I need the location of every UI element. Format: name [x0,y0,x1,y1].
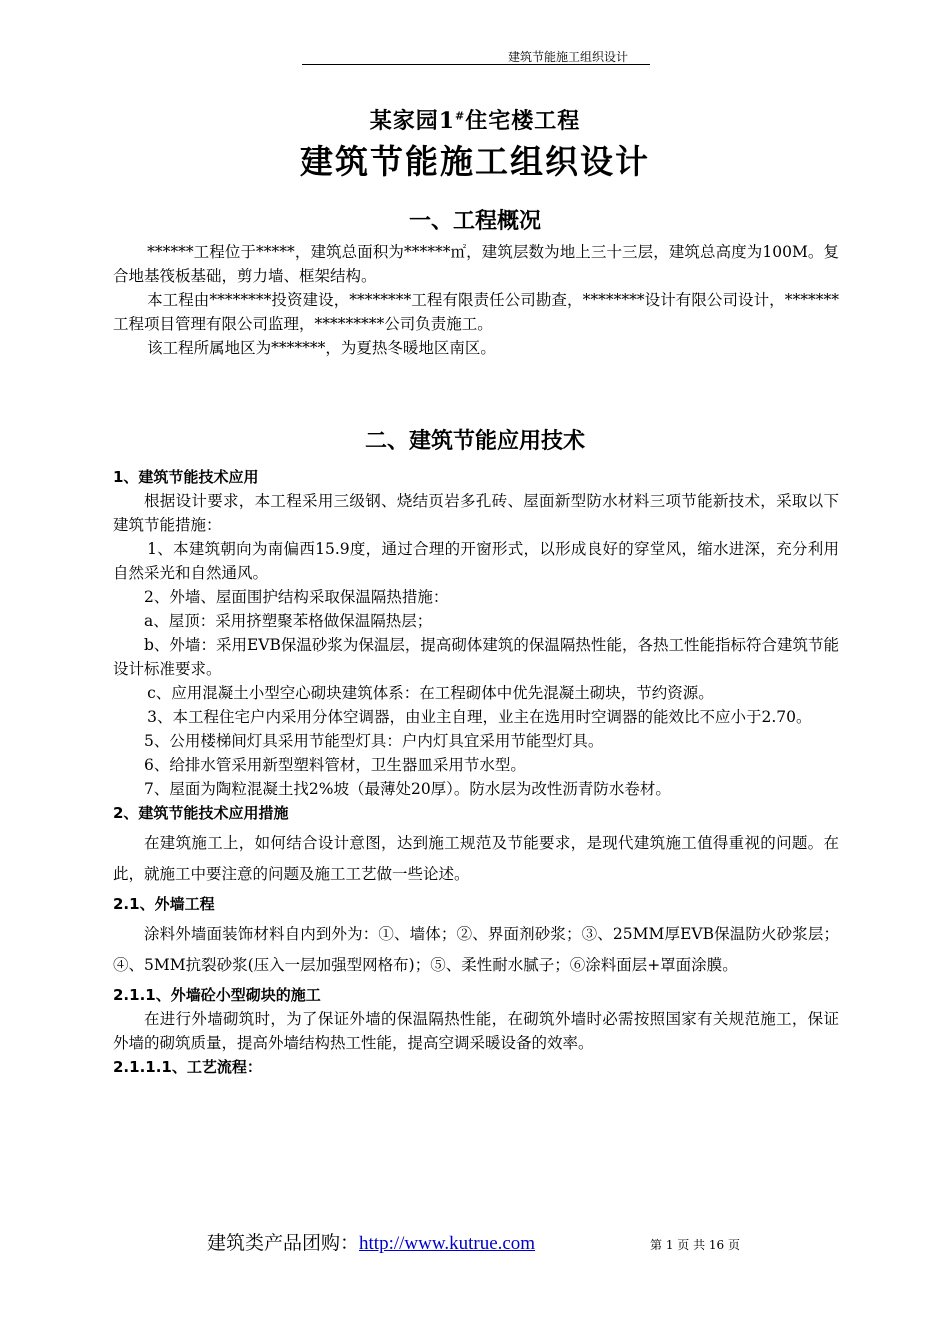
subheading: 2.1.1、外墙砼小型砌块的施工 [113,986,321,1004]
paragraph: 5、公用楼梯间灯具采用节能型灯具：户内灯具宜采用节能型灯具。 [144,732,604,750]
paragraph: a、屋顶：采用挤塑聚苯格做保温隔热层； [144,612,433,630]
footer-label: 建筑类产品团购： [207,1232,360,1254]
section1-heading: 一、工程概况 [408,208,541,234]
page-number: 第 1 页 共 16 页 [650,1238,740,1252]
paragraph: 涂料外墙面装饰材料自内到外为：①、墙体；②、界面剂砂浆；③、25MM厚EVB保温防火砂浆层；④、5MM抗裂砂浆(压入一层加强型网格布)；⑤、柔性耐水腻子；⑥涂料面层+罩面涂膜。 [113,925,839,974]
section1-body [113,240,839,360]
footer-link[interactable]: http://www.kutrue.com [359,1233,536,1254]
paragraph: 该工程所属地区为*******，为夏热冬暖地区南区。 [147,339,496,357]
paragraph: 7、屋面为陶粒混凝土找2%坡（最薄处20厚）。防水层为改性沥青防水卷材。 [144,780,671,798]
doc-title-line1: 某家园1#住宅楼工程 [369,108,581,134]
subheading: 2.1.1.1、工艺流程： [113,1058,262,1076]
paragraph: 1、本建筑朝向为南偏西15.9度，通过合理的开窗形式，以形成良好的穿堂风，缩水进深，充分利用自然采光和自然通风。 [113,540,839,582]
paragraph: 2、外墙、屋面围护结构采取保温隔热措施： [144,588,449,606]
subheading: 2.1、外墙工程 [113,895,215,913]
section2-heading: 二、建筑节能应用技术 [364,428,585,454]
paragraph: 本工程由********投资建设，********工程有限责任公司勘查，********设计有限公司设计，*******工程项目管理有限公司监理，*********公司负责施工。 [113,291,839,333]
paragraph: 6、给排水管采用新型塑料管材，卫生器皿采用节水型。 [144,756,526,774]
subheading: 1、建筑节能技术应用 [113,468,259,486]
footer [207,1228,535,1255]
running-header: 建筑节能施工组织设计 [508,50,629,64]
paragraph: 3、本工程住宅户内采用分体空调器，由业主自理，业主在选用时空调器的能效比不应小于2.70。 [147,708,812,726]
doc-title-main: 建筑节能施工组织设计 [300,142,650,181]
paragraph: 在建筑施工上，如何结合设计意图，达到施工规范及节能要求，是现代建筑施工值得重视的问题。在此，就施工中要注意的问题及施工工艺做一些论述。 [113,834,839,883]
section2-body [113,465,839,1079]
paragraph: 在进行外墙砌筑时，为了保证外墙的保温隔热性能，在砌筑外墙时必需按照国家有关规范施工，保证外墙的砌筑质量，提高外墙结构热工性能，提高空调采暖设备的效率。 [113,1010,839,1052]
paragraph: ******工程位于*****，建筑总面积为******㎡，建筑层数为地上三十三层，建筑总高度为100M。复合地基筏板基础，剪力墙、框架结构。 [113,243,839,285]
paragraph: b、外墙：采用EVB保温砂浆为保温层，提高砌体建筑的保温隔热性能，各热工性能指标符合建筑节能设计标准要求。 [113,636,839,678]
title-superscript: # [455,109,466,123]
paragraph: 根据设计要求，本工程采用三级钢、烧结页岩多孔砖、屋面新型防水材料三项节能新技术，采取以下建筑节能措施： [113,492,839,534]
subheading: 2、建筑节能技术应用措施 [113,804,289,822]
paragraph: c、应用混凝土小型空心砌块建筑体系：在工程砌体中优先混凝土砌块，节约资源。 [147,684,714,702]
